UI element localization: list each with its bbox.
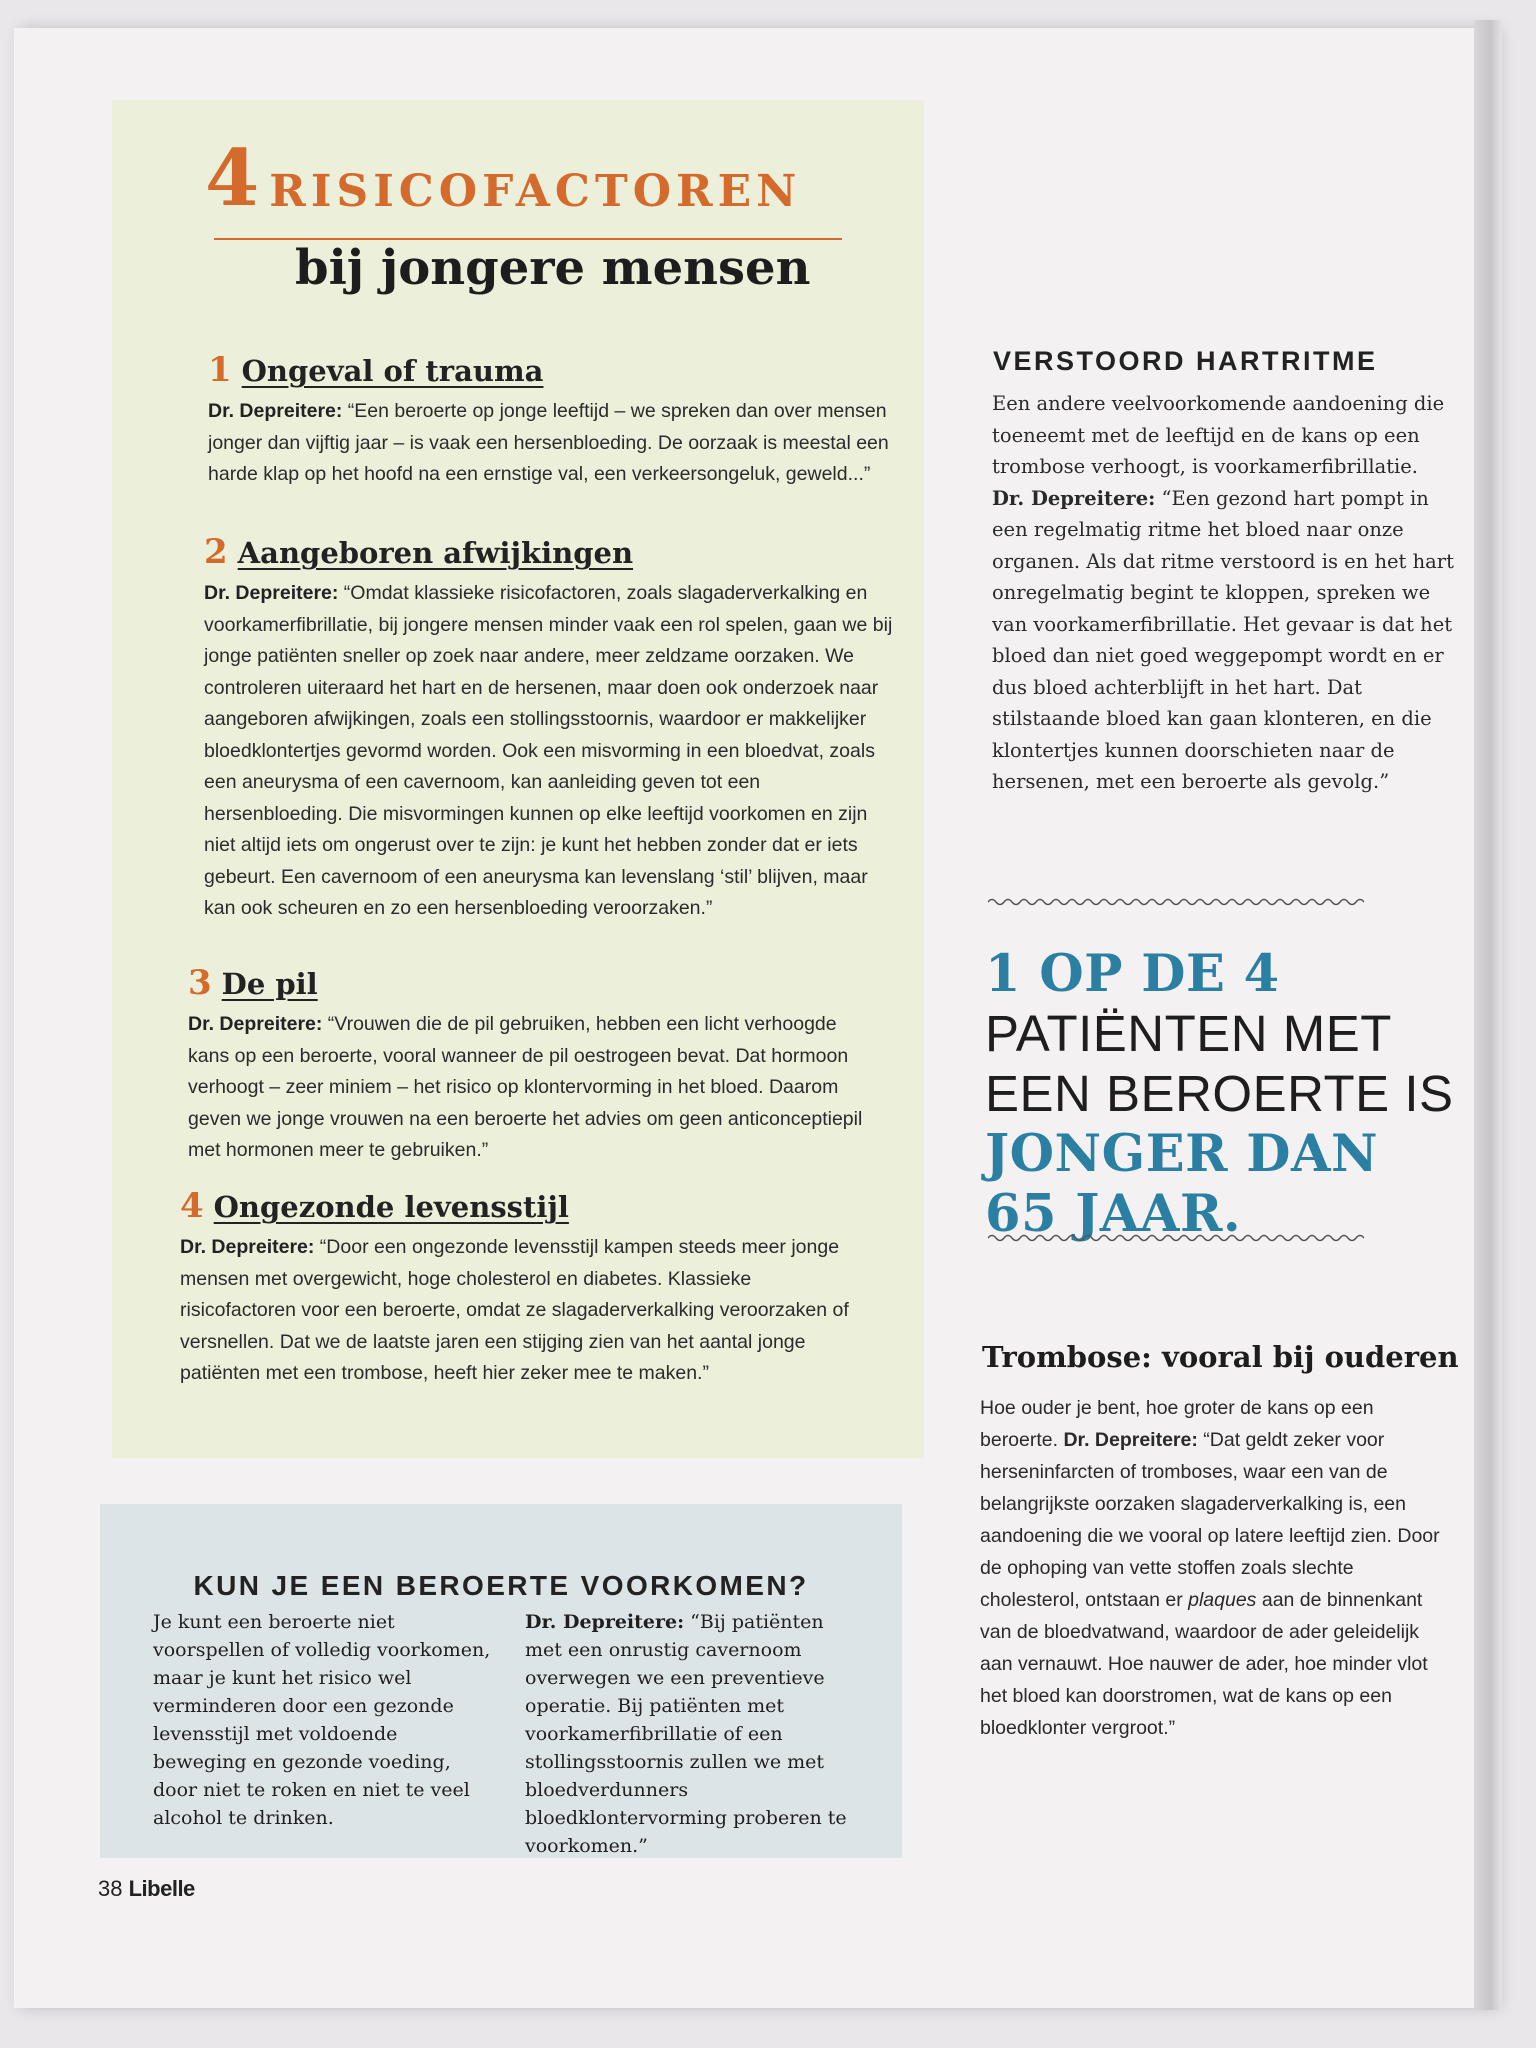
item-title: De pil: [221, 967, 318, 1001]
stat-highlight-1: 1 OP DE 4: [985, 944, 1280, 1004]
trombose-speaker: Dr. Depreitere:: [1063, 1429, 1198, 1451]
headline-number: 4: [205, 133, 260, 224]
prevention-right-text: [525, 1608, 865, 1860]
trombose-heading: Trombose: vooral bij ouderen: [982, 1340, 1459, 1374]
item-title: Ongezonde levensstijl: [213, 1190, 569, 1224]
sidebar-intro: Een andere veelvoorkomende aandoening die toeneemt met de leeftijd en de kans op een trombose verhoogt, is voorkamerfibrillatie.: [992, 392, 1445, 478]
sidebar-heading: VERSTOORD HARTRITME: [993, 346, 1378, 376]
prevention-left-text: Je kunt een beroerte niet voorspellen of volledig voorkomen, maar je kunt het risico wel verminderen door een gezonde levensstijl met voldoende beweging en gezonde voeding, door niet te roken en niet te veel alcohol te drinken.: [153, 1611, 491, 1829]
page-edge: [1474, 20, 1502, 2010]
trombose-text-3: aan de binnenkant van de bloedvatwand, waardoor de ader geleidelijk aan vernauwt. Hoe nauwer de ader, hoe minder vlot het bloed kan doorstromen, wat de kans op een bloedklonter vergroot.”: [980, 1589, 1428, 1739]
trombose-text-1: Hoe ouder je bent, hoe groter de kans op een beroerte.: [980, 1397, 1374, 1451]
item-text: “Vrouwen die de pil gebruiken, hebben een licht verhoogde kans op een beroerte, vooral wanneer de pil oestrogeen bevat. Dat hormoon verhoogt – zeer miniem – het risico op klontervorming in het bloed. Daarom geven we jonge vrouwen na een beroerte het advies om geen anticonceptiepil met hormonen meer te gebruiken.”: [188, 1013, 863, 1161]
item-number: 1: [208, 350, 232, 390]
prevention-quote: “Bij patiënten met een onrustig cavernoom overwegen we een preventieve operatie. Bij patiënten met voorkamerfibrillatie of een stollingsstoornis zullen we met bloedverdunners bloedklontervorming proberen te voorkomen.”: [525, 1611, 847, 1857]
item-speaker: Dr. Depreitere:: [204, 582, 339, 604]
item-speaker: Dr. Depreitere:: [180, 1236, 315, 1258]
stat-highlight-2: JONGER DAN 65 JAAR.: [985, 1124, 1379, 1244]
trombose-italic: plaques: [1188, 1589, 1257, 1611]
wave-divider-bottom: [988, 1232, 1364, 1244]
page-number: 38: [98, 1876, 123, 1901]
sidebar-speaker: Dr. Depreitere:: [992, 486, 1156, 510]
item-speaker: Dr. Depreitere:: [208, 400, 343, 422]
risk-item-2: [204, 532, 894, 925]
item-number: 2: [204, 532, 228, 572]
headline-lower: bij jongere mensen: [295, 240, 811, 296]
page-footer: [98, 1876, 195, 1902]
risk-item-1: [208, 350, 898, 491]
item-text: “Door een ongezonde levensstijl kampen steeds meer jonge mensen met overgewicht, hoge cholesterol en diabetes. Klassieke risicofactoren voor een beroerte, omdat ze slagaderverkalking veroorzaken of versnellen. Dat we de laatste jaren een stijging zien van het aantal jonge patiënten met een trombose, heeft hier zeker mee te maken.”: [180, 1236, 849, 1384]
stat-callout: [985, 944, 1455, 1244]
risk-item-4: [180, 1186, 870, 1390]
item-speaker: Dr. Depreitere:: [188, 1013, 323, 1035]
prevention-speaker: Dr. Depreitere:: [525, 1611, 685, 1633]
sidebar-quote: “Een gezond hart pompt in een regelmatig ritme het bloed naar onze organen. Als dat ritme verstoord is en het hart onregelmatig begint te kloppen, spreken we van voorkamerfibrillatie. Het gevaar is dat het bloed dan niet goed weggepompt wordt en er dus bloed achterblijft in het hart. Dat stilstaande bloed kan gaan klonteren, en die klontertjes kunnen doorschieten naar de hersenen, met een beroerte als gevolg.”: [992, 486, 1454, 793]
brand-logo: Libelle: [128, 1876, 195, 1901]
item-text: “Een beroerte op jonge leeftijd – we spreken dan over mensen jonger dan vijftig jaar – is vaak een hersenbloeding. De oorzaak is meestal een harde klap op het hoofd na een ernstige val, een verkeersongeluk, geweld...”: [208, 400, 889, 485]
item-title: Ongeval of trauma: [241, 354, 544, 388]
headline-upper: RISICOFACTOREN: [269, 166, 802, 218]
item-number: 3: [188, 963, 212, 1003]
wave-divider-top: [988, 896, 1364, 908]
trombose-text: [980, 1392, 1456, 1744]
item-title: Aangeboren afwijkingen: [237, 536, 634, 570]
stat-body: PATIËNTEN MET EEN BEROERTE IS: [985, 1005, 1454, 1122]
risk-item-3: [188, 963, 878, 1167]
prevention-title: KUN JE EEN BEROERTE VOORKOMEN?: [193, 1570, 809, 1601]
sidebar-text: [992, 388, 1462, 798]
headline: [205, 133, 885, 224]
item-text: “Omdat klassieke risicofactoren, zoals slagaderverkalking en voorkamerfibrillatie, bij jongere mensen minder vaak een rol spelen, gaan we bij jonge patiënten sneller op zoek naar andere, meer zeldzame oorzaken. We controleren uiteraard het hart en de hersenen, maar doen ook onderzoek naar aangeboren afwijkingen, zoals een stollingsstoornis, waardoor er makkelijker bloedklontertjes gevormd worden. Ook een misvorming in een bloedvat, zoals een aneurysma of een cavernoom, kan aanleiding geven tot een hersenbloeding. Die misvormingen kunnen op elke leeftijd voorkomen en zijn niet altijd iets om ongerust over te zijn: je kunt het hebben zonder dat er iets gebeurt. Een cavernoom of een aneurysma kan levenslang ‘stil’ blijven, maar kan ook scheuren en zo een hersenbloeding veroorzaken.”: [204, 582, 893, 919]
trombose-text-2: “Dat geldt zeker voor herseninfarcten of tromboses, waar een van de belangrijkste oorzaken slagaderverkalking is, een aandoening die we vooral op latere leeftijd zien. Door de ophoping van vette stoffen zoals slechte cholesterol, ontstaan er: [980, 1429, 1440, 1611]
item-number: 4: [180, 1186, 204, 1226]
